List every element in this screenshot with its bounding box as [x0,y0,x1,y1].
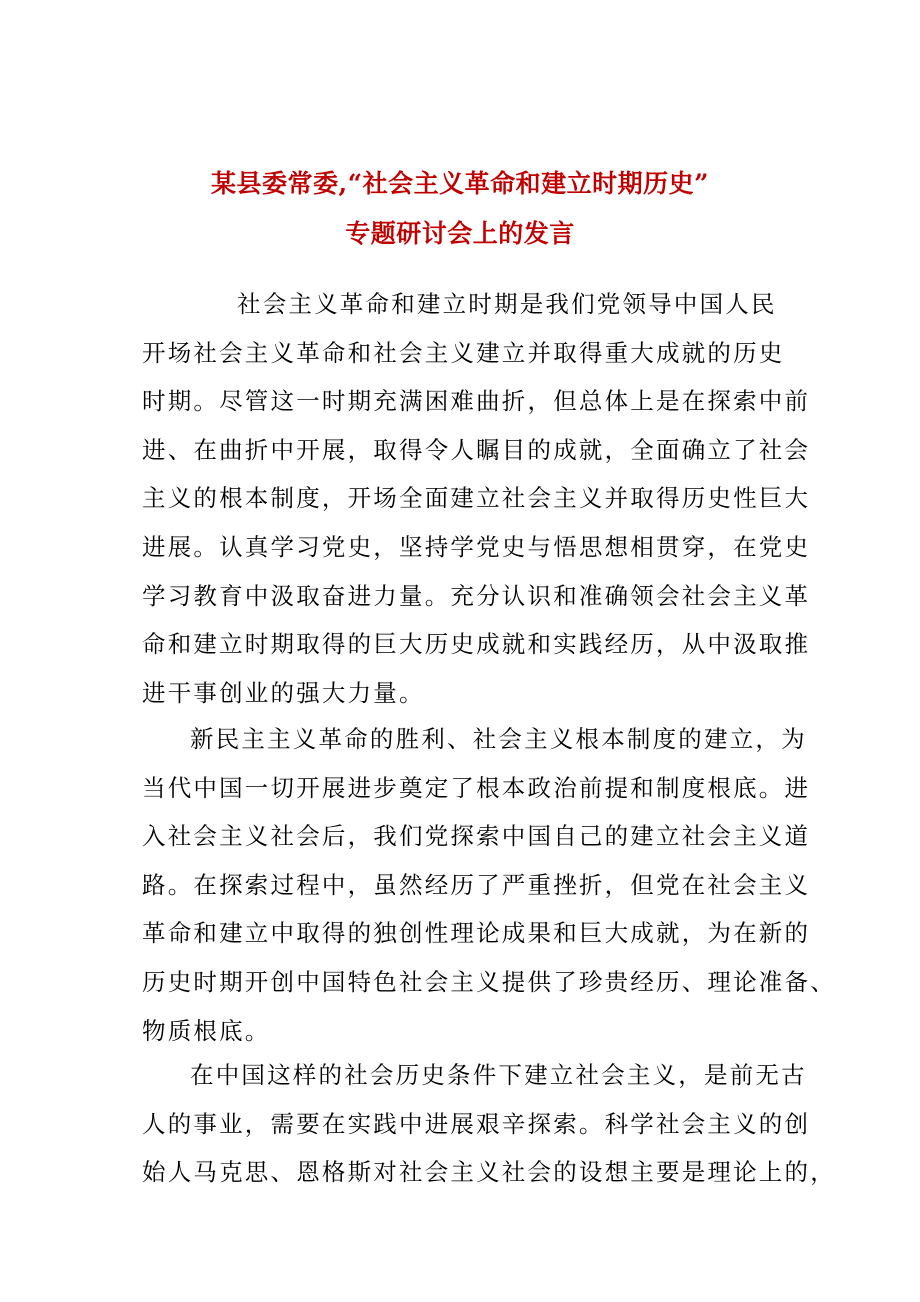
paragraph-line: 人的事业，需要在实践中进展艰辛探索。科学社会主义的创 [142,1109,811,1138]
paragraph-line: 革命和建立中取得的独创性理论成果和巨大成就，为在新的 [142,919,811,948]
paragraph-line: 进展。认真学习党史，坚持学党史与悟思想相贯穿，在党史 [142,532,811,561]
document-title-line-1: 某县委常委,“社会主义革命和建立时期历史” [211,169,709,198]
paragraph-line: 新民主主义革命的胜利、社会主义根本制度的建立，为 [190,725,807,753]
paragraph-line: 当代中国一切开展进步奠定了根本政治前提和制度根底。进 [142,773,811,802]
paragraph-line: 入社会主义社会后，我们党探索中国自己的建立社会主义道 [142,822,811,851]
paragraph-line: 命和建立时期取得的巨大历史成就和实践经历，从中汲取推 [142,630,811,659]
paragraph-line: 在中国这样的社会历史条件下建立社会主义，是前无古 [190,1061,807,1089]
paragraph-line: 进、在曲折中开展，取得令人瞩目的成就，全面确立了社会 [142,435,811,464]
paragraph-line: 社会主义革命和建立时期是我们党领导中国人民 [237,290,777,318]
paragraph-line: 进干事创业的强大力量。 [142,678,425,707]
paragraph-line: 开场社会主义革命和社会主义建立并取得重大成就的历史 [142,338,785,367]
paragraph-line: 学习教育中汲取奋进力量。充分认识和准确领会社会主义革 [142,581,811,610]
document-title-line-2: 专题研讨会上的发言 [345,219,575,248]
paragraph-1 [142,280,811,717]
paragraph-line: 路。在探索过程中，虽然经历了严重挫折，但党在社会主义 [142,870,811,899]
paragraph-line: 始人马克思、恩格斯对社会主义社会的设想主要是理论上的， [142,1158,836,1187]
paragraph-line: 主义的根本制度，开场全面建立社会主义并取得历史性巨大 [142,484,811,513]
paragraph-line: 物质根底。 [142,1016,271,1045]
paragraph-line: 时期。尽管这一时期充满困难曲折，但总体上是在探索中前 [142,387,811,416]
paragraph-3 [142,1051,836,1197]
paragraph-line: 历史时期开创中国特色社会主义提供了珍贵经历、理论准备、 [142,967,836,996]
paragraph-2 [142,715,836,1055]
